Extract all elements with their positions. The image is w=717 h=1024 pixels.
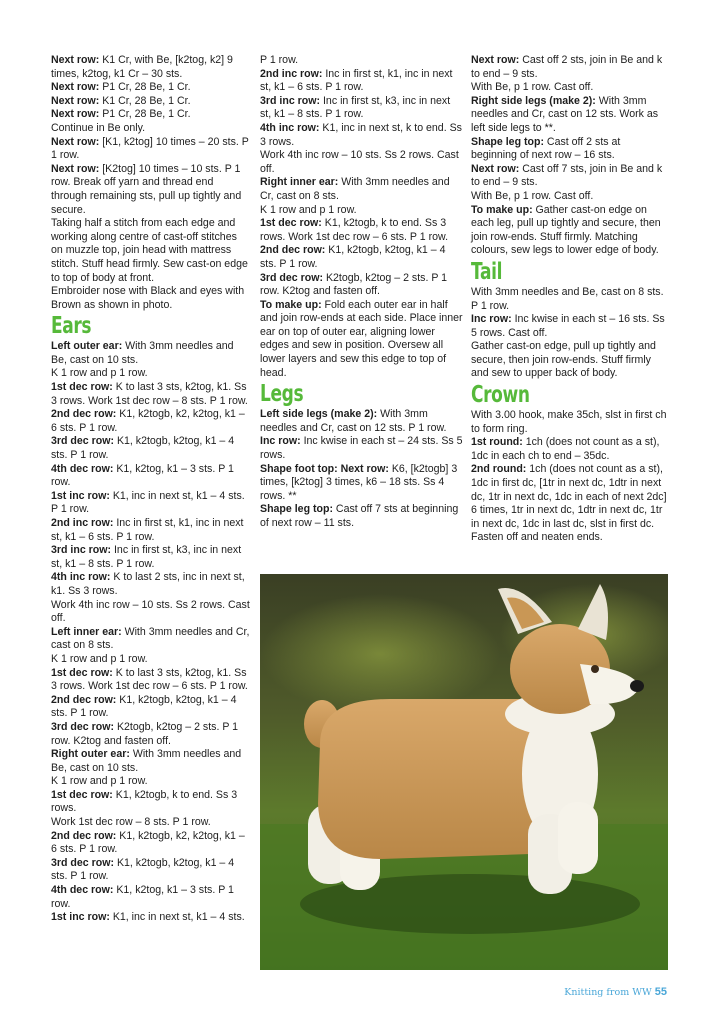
instruction-text: K1, k2togb, k2, k2tog, k1 – 6 sts. P 1 row. (51, 829, 245, 856)
page-number: 55 (654, 986, 667, 998)
pattern-instruction (51, 721, 251, 748)
row-label: 2nd dec row: (260, 244, 326, 257)
pattern-instruction (471, 81, 668, 95)
section-heading: Tail (471, 258, 503, 285)
text-column-2 (260, 54, 463, 531)
pattern-instruction (51, 544, 251, 571)
instruction-text: K1, k2togb, k2tog, k1 – 4 sts. P 1 row. (260, 244, 446, 270)
pattern-instruction (260, 95, 463, 122)
row-label: 1st inc row: (51, 489, 110, 502)
instruction-text: With Be, p 1 row. Cast off. (471, 189, 594, 202)
row-label: Shape foot top: Next row: (260, 462, 389, 475)
row-label: 4th inc row: (51, 571, 111, 584)
instruction-text: K 1 row and p 1 row. (51, 367, 148, 380)
section-heading: Crown (471, 382, 530, 409)
pattern-instruction (51, 911, 251, 925)
instruction-text: K1 Cr, with Be, [k2tog, k2] 9 times, k2tog, k1 Cr – 30 sts. (51, 54, 233, 80)
instruction-text: Taking half a stitch from each edge and working along centre of cast-off stitches on muzzle top, join head with mattress stitch. Stuff head firmly. Sew cast-on edge to top of body at front. (51, 217, 248, 284)
pattern-instruction (471, 436, 668, 463)
pattern-instruction (51, 694, 251, 721)
pattern-instruction (51, 54, 251, 81)
pattern-instruction (260, 503, 463, 530)
row-label: 3rd dec row: (51, 856, 114, 869)
row-label: 3rd inc row: (51, 544, 112, 557)
instruction-text: Gather cast-on edge, pull up tightly and secure, then join row-ends. Stuff firmly and sew to upper back of body. (471, 340, 656, 380)
instruction-text: Inc in first st, k1, inc in next st, k1 – 6 sts. P 1 row. (260, 67, 453, 94)
pattern-instruction (260, 408, 463, 435)
row-label: Left side legs (make 2): (260, 408, 378, 421)
instruction-text: Cast off 7 sts at beginning of next row – 11 sts. (260, 503, 459, 529)
pattern-instruction (51, 789, 251, 816)
instruction-text: With 3mm needles and Be, cast on 10 sts. (51, 340, 234, 366)
instruction-text: Cast off 2 sts at beginning of next row – 16 sts. (471, 135, 621, 162)
instruction-text: With 3mm needles and Cr, cast on 12 sts. Work as left side legs to **. (471, 94, 659, 134)
pattern-instruction (51, 367, 251, 381)
text-column-3 (471, 54, 668, 545)
row-label: Next row: (51, 94, 100, 107)
instruction-text: Continue in Be only. (51, 121, 146, 134)
row-label: 1st dec row: (51, 381, 113, 394)
row-label: Left outer ear: (51, 340, 123, 353)
instruction-text: K1, k2togb, k2, k2tog, k1 – 6 sts. P 1 row. (51, 408, 245, 434)
pattern-instruction (260, 176, 463, 203)
pattern-instruction (260, 204, 463, 218)
pattern-instruction (471, 163, 668, 190)
row-label: 2nd round: (471, 463, 527, 476)
instruction-text: Work 1st dec row – 8 sts. P 1 row. (51, 816, 211, 829)
pattern-instruction (260, 68, 463, 95)
instruction-text: Inc kwise in each st – 16 sts. Ss 5 rows. Cast off. (471, 313, 665, 339)
instruction-text: Embroider nose with Black and eyes with Brown as shown in photo. (51, 285, 245, 311)
text-column-1 (51, 54, 251, 925)
row-label: 1st round: (471, 436, 523, 449)
row-label: Left inner ear: (51, 625, 122, 638)
row-label: 2nd inc row: (51, 517, 114, 529)
instruction-text: With 3mm needles and Cr, cast on 8 sts. (260, 176, 450, 202)
pattern-instruction (471, 463, 668, 545)
row-label: 3rd dec row: (51, 720, 114, 733)
row-label: Shape leg top: (471, 135, 544, 148)
pattern-instruction (260, 122, 463, 149)
pattern-instruction (51, 463, 251, 490)
section-heading: Legs (260, 381, 304, 408)
row-label: Inc row: (260, 435, 301, 448)
row-label: 1st dec row: (260, 217, 322, 230)
instruction-text: K1, inc in next st, k to end. Ss 3 rows. (260, 121, 462, 148)
pattern-instruction (51, 599, 251, 626)
pattern-instruction (51, 884, 251, 911)
instruction-text: K to last 3 sts, k2tog, k1. Ss 3 rows. Work 1st dec row – 6 sts. P 1 row. (51, 666, 248, 693)
row-label: 3rd dec row: (51, 435, 114, 448)
pattern-instruction (51, 340, 251, 367)
pattern-instruction (260, 54, 463, 68)
magazine-name: Knitting from WW (564, 987, 652, 998)
pattern-instruction (260, 299, 463, 381)
pattern-instruction (260, 149, 463, 176)
pattern-instruction (471, 136, 668, 163)
instruction-text: With 3mm needles and Cr, cast on 8 sts. (51, 625, 250, 652)
row-label: 2nd dec row: (51, 693, 117, 706)
instruction-text: With 3.00 hook, make 35ch, slst in first ch to form ring. (471, 409, 667, 435)
row-label: Next row: (51, 54, 100, 66)
instruction-text: K2togb, k2tog – 2 sts. P 1 row. K2tog and fasten off. (51, 720, 239, 747)
row-label: Right outer ear: (51, 748, 130, 761)
instruction-text: K6, [k2togb] 3 times, [k2tog] 3 times, k6 – 18 sts. Ss 4 rows. ** (260, 462, 458, 502)
pattern-instruction (51, 490, 251, 517)
pattern-instruction (51, 667, 251, 694)
section-heading: Ears (51, 313, 92, 340)
row-label: 1st inc row: (51, 911, 110, 924)
instruction-text: Cast off 7 sts, join in Be and k to end – 9 sts. (471, 162, 663, 189)
instruction-text: K1, k2togb, k2tog, k1 – 4 sts. P 1 row. (51, 856, 235, 883)
row-label: 4th dec row: (51, 462, 114, 475)
pattern-instruction (51, 81, 251, 95)
pattern-instruction (51, 381, 251, 408)
instruction-text: K1, inc in next st, k1 – 4 sts. (109, 911, 245, 924)
pattern-instruction (471, 409, 668, 436)
row-label: 2nd inc row: (260, 67, 323, 80)
row-label: Next row: (51, 135, 100, 148)
pattern-instruction (51, 830, 251, 857)
pattern-instruction (51, 136, 251, 163)
pattern-instruction (471, 204, 668, 258)
instruction-text: Inc kwise in each st – 24 sts. Ss 5 rows. (260, 435, 463, 462)
instruction-text: K1, k2togb, k2tog, k1 – 4 sts. P 1 row. (51, 693, 237, 720)
instruction-text: [K2tog] 10 times – 10 sts. P 1 row. Break off yarn and thread end through remaining sts, pull up tightly and secure. (51, 162, 242, 216)
page-footer (564, 986, 667, 998)
pattern-instruction (51, 122, 251, 136)
instruction-text: P 1 row. (260, 54, 299, 66)
row-label: 2nd dec row: (51, 408, 117, 421)
pattern-instruction (51, 857, 251, 884)
instruction-text: Work 4th inc row – 10 sts. Ss 2 rows. Cast off. (51, 598, 250, 625)
row-label: 1st dec row: (51, 666, 113, 679)
row-label: Next row: (51, 81, 100, 94)
instruction-text: K1, k2togb, k2tog, k1 – 4 sts. P 1 row. (51, 435, 235, 462)
instruction-text: With Be, p 1 row. Cast off. (471, 81, 594, 94)
instruction-text: K1, k2togb, k to end. Ss 3 rows. Work 1st dec row – 6 sts. P 1 row. (260, 217, 449, 243)
pattern-instruction (51, 285, 251, 312)
instruction-text: [K1, k2tog] 10 times – 20 sts. P 1 row. (51, 135, 249, 162)
row-label: Next row: (51, 162, 100, 175)
pattern-instruction (51, 517, 251, 544)
pattern-instruction (51, 108, 251, 122)
row-label: Next row: (471, 54, 520, 66)
row-label: Shape leg top: (260, 503, 333, 516)
instruction-text: K2togb, k2tog – 2 sts. P 1 row. K2tog and fasten off. (260, 271, 448, 298)
row-label: To make up: (260, 298, 322, 311)
pattern-instruction (471, 190, 668, 204)
row-label: 3rd dec row: (260, 271, 323, 284)
pattern-instruction (51, 163, 251, 217)
pattern-instruction (260, 244, 463, 271)
pattern-instruction (51, 571, 251, 598)
pattern-instruction (51, 95, 251, 109)
instruction-text: 1ch (does not count as a st), 1dc in each ch to end – 35dc. (471, 436, 660, 462)
instruction-text: P1 Cr, 28 Be, 1 Cr. (99, 81, 191, 94)
instruction-text: K 1 row and p 1 row. (51, 652, 148, 665)
pattern-instruction (51, 775, 251, 789)
instruction-text: With 3mm needles and Be, cast on 10 sts. (51, 748, 242, 774)
instruction-text: With 3mm needles and Cr, cast on 12 sts. P 1 row. (260, 408, 447, 434)
row-label: Next row: (471, 162, 520, 175)
pattern-instruction (471, 313, 668, 340)
row-label: 4th inc row: (260, 121, 320, 134)
pattern-instruction (51, 435, 251, 462)
pattern-instruction (260, 217, 463, 244)
pattern-instruction (260, 463, 463, 504)
row-label: Next row: (51, 108, 100, 121)
knitted-corgi-photo (260, 574, 668, 970)
pattern-instruction (260, 272, 463, 299)
pattern-instruction (471, 340, 668, 381)
pattern-instruction (51, 408, 251, 435)
pattern-instruction (51, 816, 251, 830)
instruction-text: 1ch (does not count as a st), 1dc in first dc, [1tr in next dc, 1dtr in next dc, 1tr in next dc, 1dc in each of next 2dc] 6 times, 1tr in next dc, 1dtr in next dc, 1tr in next dc, 1dc in last dc, slst in first dc. Fasten off and neaten ends. (471, 463, 667, 544)
instruction-text: P1 Cr, 28 Be, 1 Cr. (99, 108, 191, 121)
row-label: To make up: (471, 203, 533, 216)
instruction-text: K to last 3 sts, k2tog, k1. Ss 3 rows. Work 1st dec row – 8 sts. P 1 row. (51, 381, 248, 407)
instruction-text: K1 Cr, 28 Be, 1 Cr. (99, 94, 191, 107)
pattern-instruction (51, 748, 251, 775)
pattern-instruction (260, 435, 463, 462)
instruction-text: K1, k2togb, k to end. Ss 3 rows. (51, 788, 238, 815)
row-label: Right inner ear: (260, 176, 339, 189)
instruction-text: Gather cast-on edge on each leg, pull up tightly and secure, then join row-ends. Stuff firmly. Matching colours, sew legs to lower edge of body. (471, 203, 661, 257)
instruction-text: Inc in first st, k1, inc in next st, k1 – 6 sts. P 1 row. (51, 517, 244, 543)
instruction-text: K1, k2tog, k1 – 3 sts. P 1 row. (51, 462, 234, 489)
pattern-instruction (471, 286, 668, 313)
pattern-instruction (51, 217, 251, 285)
row-label: Inc row: (471, 313, 512, 326)
pattern-instruction (51, 626, 251, 653)
instruction-text: Work 4th inc row – 10 sts. Ss 2 rows. Cast off. (260, 149, 459, 175)
instruction-text: K 1 row and p 1 row. (51, 775, 148, 788)
row-label: 3rd inc row: (260, 94, 321, 107)
pattern-instruction (471, 54, 668, 81)
instruction-text: Inc in first st, k3, inc in next st, k1 – 8 sts. P 1 row. (260, 94, 451, 121)
instruction-text: K1, inc in next st, k1 – 4 sts. P 1 row. (51, 489, 245, 516)
pattern-instruction (51, 653, 251, 667)
instruction-text: K to last 2 sts, inc in next st, k1. Ss 3 rows. (51, 571, 245, 597)
row-label: 1st dec row: (51, 788, 113, 801)
instruction-text: K 1 row and p 1 row. (260, 203, 357, 216)
instruction-text: Fold each outer ear in half and join row-ends at each side. Place inner ear on top of outer ear, aligning lower edges and sew in position. Oversew all lower layers and sew this edge to top of head. (260, 298, 463, 379)
pattern-instruction (471, 95, 668, 136)
instruction-text: Inc in first st, k3, inc in next st, k1 – 8 sts. P 1 row. (51, 544, 242, 570)
instruction-text: Cast off 2 sts, join in Be and k to end – 9 sts. (471, 54, 663, 80)
instruction-text: K1, k2tog, k1 – 3 sts. P 1 row. (51, 884, 234, 910)
row-label: Right side legs (make 2): (471, 94, 596, 107)
row-label: 2nd dec row: (51, 829, 117, 842)
row-label: 4th dec row: (51, 884, 114, 897)
instruction-text: With 3mm needles and Be, cast on 8 sts. P 1 row. (471, 285, 664, 312)
